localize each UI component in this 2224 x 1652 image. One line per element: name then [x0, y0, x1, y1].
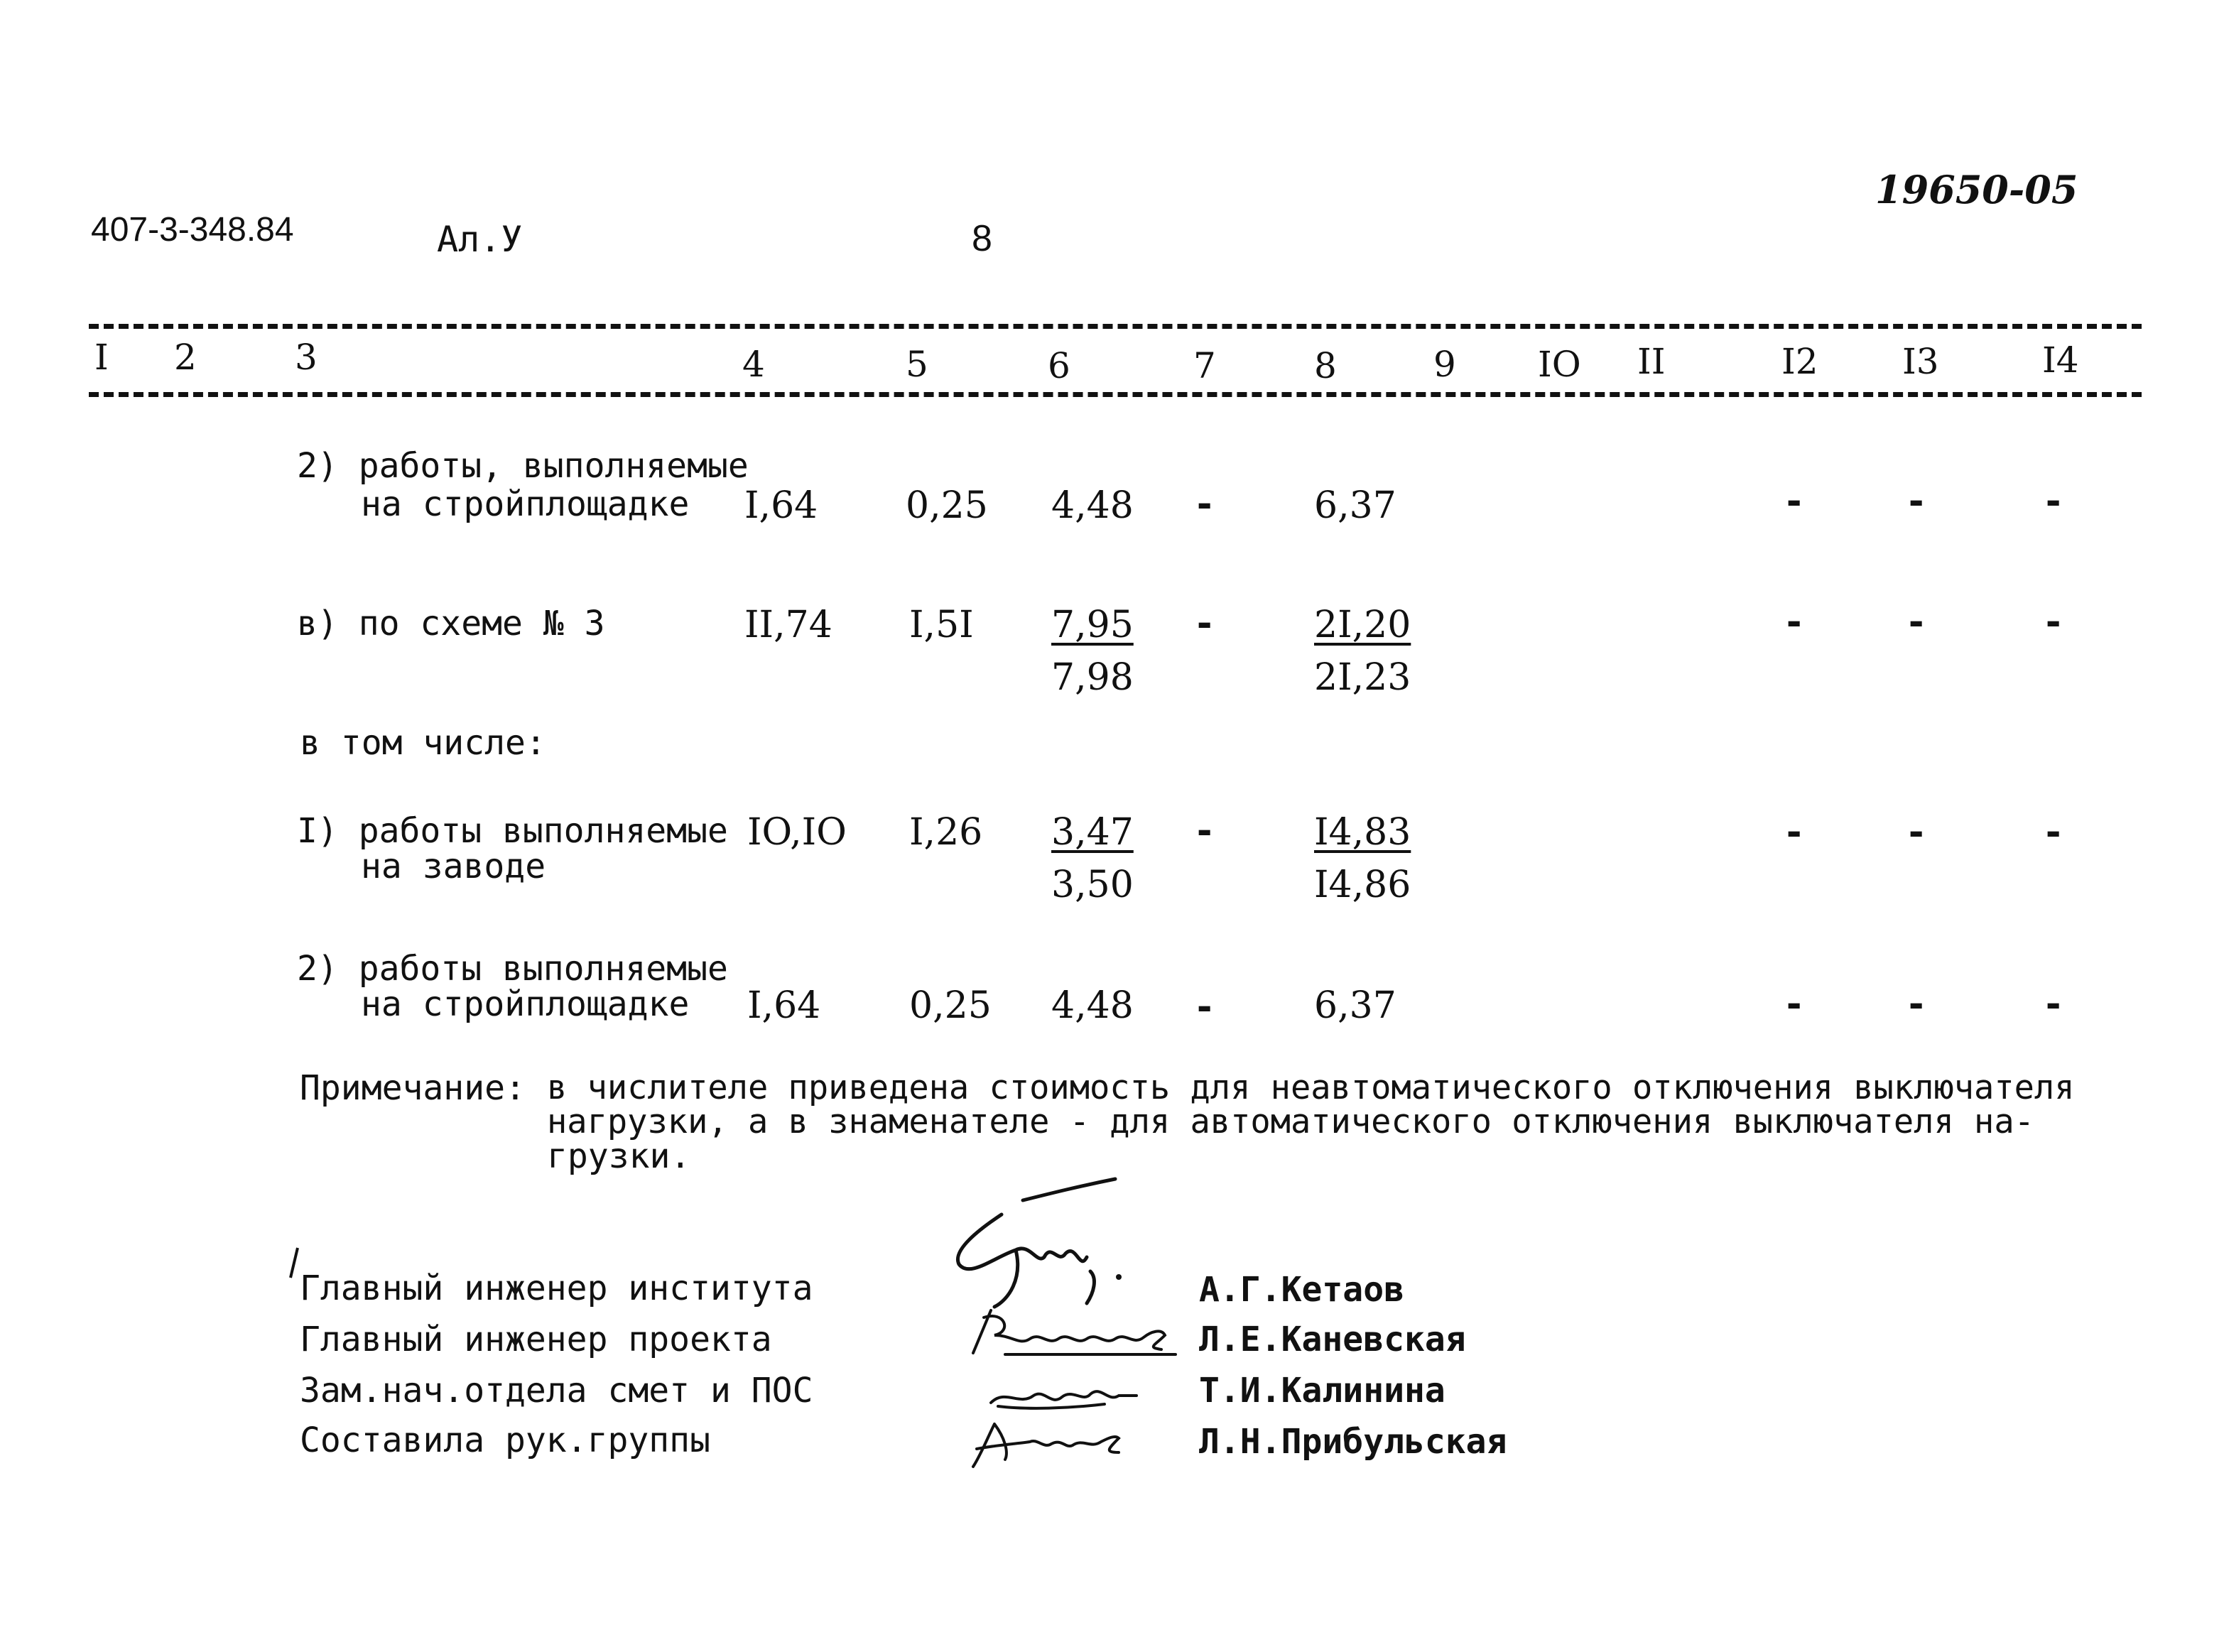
column-number: I2 [1781, 341, 1818, 382]
row-label-line1: в) по схеме № 3 [297, 604, 605, 643]
signature-role: Главный инженер института [300, 1268, 813, 1308]
column-number: 8 [1314, 345, 1337, 386]
signature-role: Зам.нач.отдела смет и ПОС [300, 1371, 813, 1411]
note-line3: грузки. [547, 1136, 691, 1176]
cell-col8: 6,37 [1314, 984, 1396, 1027]
cell-col12: - [1783, 480, 1806, 523]
row-label-line2: на стройплощадке [361, 984, 690, 1024]
column-number: II [1637, 341, 1666, 382]
table-header-bottom-rule [89, 392, 2142, 397]
cell-col13: - [1905, 811, 1928, 854]
cell-col5: 0,25 [909, 984, 992, 1027]
row-label-line2: на заводе [361, 847, 546, 886]
cell-col14: - [2042, 601, 2065, 643]
signature-name: Л.Е.Каневская [1199, 1320, 1466, 1359]
cell-col8: 6,37 [1314, 484, 1396, 527]
archive-number: 19650-05 [1875, 167, 2078, 212]
cell-col6-numerator: 7,95 [1051, 604, 1134, 646]
cell-col4: I,64 [744, 484, 818, 527]
column-number: I3 [1902, 341, 1939, 382]
cell-col6: 4,48 [1051, 984, 1134, 1027]
cell-col4: IO,IO [747, 811, 847, 854]
cell-col6-denominator: 3,50 [1051, 864, 1134, 906]
signature-name: Т.И.Калинина [1199, 1371, 1445, 1411]
cell-col6-denominator: 7,98 [1051, 656, 1134, 699]
row-label-line1: 2) работы, выполняемые [297, 446, 749, 486]
column-number: 9 [1433, 344, 1456, 385]
cell-col5: I,5I [909, 604, 974, 646]
note-label: Примечание: [300, 1068, 526, 1108]
handwritten-signature [962, 1303, 1183, 1360]
note-line2: нагрузки, а в знаменателе - для автоматического отключения выключателя на- [547, 1102, 2034, 1141]
sheet-label: Ал.У [437, 219, 523, 260]
cell-col8-denominator: I4,86 [1314, 864, 1411, 906]
cell-col7: - [1193, 483, 1216, 526]
cell-col12: - [1783, 811, 1806, 854]
cell-col12: - [1783, 601, 1806, 643]
cell-col8-denominator: 2I,23 [1314, 656, 1411, 699]
column-number: 6 [1048, 345, 1070, 386]
column-number: I4 [2042, 339, 2079, 381]
signature-role: Главный инженер проекта [300, 1320, 772, 1359]
subheading: в том числе: [300, 723, 546, 763]
cell-col14: - [2042, 983, 2065, 1026]
cell-col5: 0,25 [906, 484, 988, 527]
handwritten-signature [966, 1417, 1129, 1474]
column-number: 7 [1193, 345, 1216, 386]
signature-name: А.Г.Кетаов [1199, 1270, 1404, 1310]
cell-col8-numerator: 2I,20 [1314, 604, 1411, 646]
cell-col13: - [1905, 480, 1928, 523]
table-top-rule [89, 324, 2142, 329]
cell-col14: - [2042, 811, 2065, 854]
signature-name: Л.Н.Прибульская [1199, 1422, 1507, 1462]
cell-col13: - [1905, 601, 1928, 643]
cell-col6: 4,48 [1051, 484, 1134, 527]
cell-col8-numerator: I4,83 [1314, 811, 1411, 854]
cell-col4: II,74 [744, 604, 832, 646]
signature-role: Составила рук.группы [300, 1420, 710, 1460]
cell-col4: I,64 [747, 984, 821, 1027]
cell-col5: I,26 [909, 811, 983, 854]
note-line1: в числителе приведена стоимость для неавтоматического отключения выключателя [547, 1068, 2075, 1107]
column-number: I [94, 337, 109, 378]
cell-col6-numerator: 3,47 [1051, 811, 1134, 854]
row-label-line1: I) работы выполняемые [297, 811, 728, 851]
handwritten-signature [938, 1172, 1137, 1314]
page-number: 8 [972, 218, 992, 259]
cell-col7: - [1193, 602, 1216, 645]
cell-col7: - [1193, 810, 1216, 852]
column-number: 3 [295, 337, 318, 378]
row-label-line1: 2) работы выполняемые [297, 949, 728, 989]
cell-col14: - [2042, 480, 2065, 523]
document-code: 407-3-348.84 [91, 211, 294, 249]
cell-col7: - [1193, 986, 1216, 1028]
row-label-line2: на стройплощадке [361, 484, 690, 524]
column-number: IO [1538, 344, 1581, 385]
tick-mark [288, 1246, 302, 1282]
column-number: 2 [174, 337, 197, 378]
cell-col12: - [1783, 983, 1806, 1026]
cell-col13: - [1905, 983, 1928, 1026]
handwritten-signature [984, 1374, 1168, 1417]
column-number: 5 [906, 344, 928, 385]
column-number: 4 [742, 344, 765, 385]
